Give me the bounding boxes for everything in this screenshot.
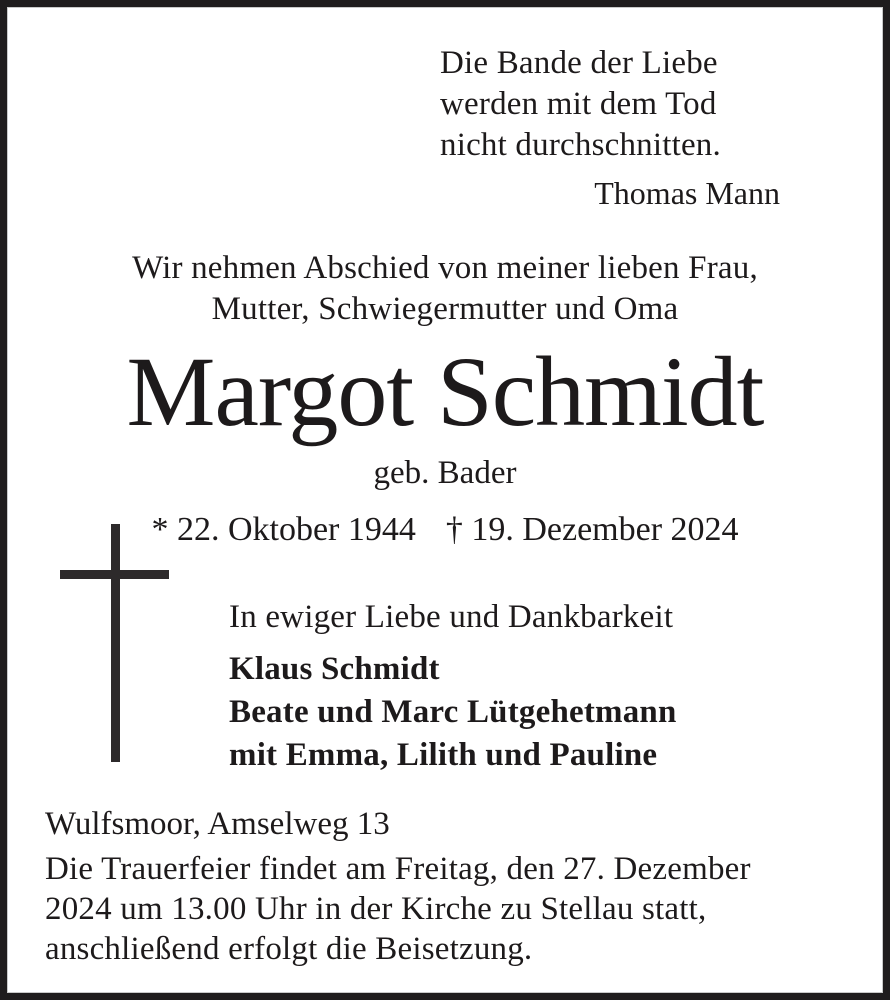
life-dates [7, 510, 883, 550]
funeral-notice-line: Die Trauerfeier findet am Freitag, den 27. Dezember [45, 851, 751, 887]
mourner-name: mit Emma, Lilith und Pauline [229, 737, 658, 773]
quote-attribution: Thomas Mann [594, 175, 780, 211]
intro-line-1: Wir nehmen Abschied von meiner lieben Frau, [132, 250, 758, 286]
funeral-notice-line: anschließend erfolgt die Beisetzung. [45, 931, 533, 967]
birth-date: * 22. Oktober 1944 [151, 511, 416, 548]
farewell-lead: In ewiger Liebe und Dankbarkeit [229, 599, 674, 635]
address: Wulfsmoor, Amselweg 13 [45, 806, 390, 842]
quote-line: Die Bande der Liebe [440, 45, 718, 81]
intro [7, 248, 883, 330]
funeral-notice-line: 2024 um 13.00 Uhr in der Kirche zu Stellau statt, [45, 891, 707, 927]
quote-line: nicht durchschnitten. [440, 127, 721, 163]
quote [440, 43, 782, 166]
mourner-name: Beate und Marc Lütgehetmann [229, 694, 677, 730]
cross-horizontal-bar [60, 570, 169, 579]
mourner-name: Klaus Schmidt [229, 651, 440, 687]
mourners [229, 648, 677, 777]
cross-vertical-bar [111, 524, 120, 762]
death-date: † 19. Dezember 2024 [445, 511, 739, 548]
deceased-name: Margot Schmidt [126, 336, 764, 447]
maiden-name: geb. Bader [373, 455, 517, 491]
funeral-notice [45, 849, 845, 969]
quote-line: werden mit dem Tod [440, 86, 717, 122]
intro-line-2: Mutter, Schwiegermutter und Oma [211, 291, 679, 327]
